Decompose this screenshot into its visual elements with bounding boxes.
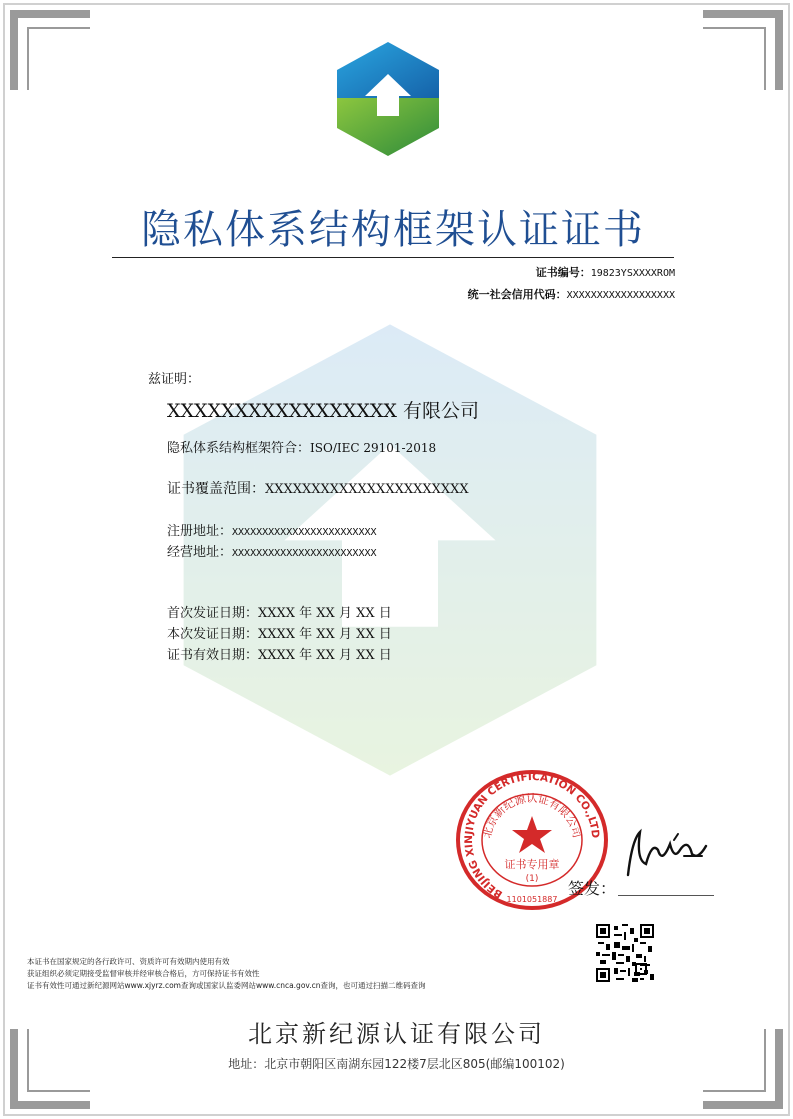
first-issue-date-label: 首次发证日期： [167,606,259,621]
seal-inner-text: 北京新纪源认证有限公司 [480,791,584,840]
credit-code [468,286,675,302]
signature-mark [618,820,718,880]
registered-address-label: 注册地址： [167,524,233,539]
company-name-suffix: 有限公司 [403,400,480,422]
standard-line [167,437,436,456]
valid-until-date-value: XXXX 年 XX 月 XX 日 [258,648,392,663]
registered-address-value: XXXXXXXXXXXXXXXXXXXXXXXX [232,527,377,538]
note-line: 获证组织必须定期接受监督审核并经审核合格后，方可保持证书有效性 [27,969,260,978]
first-issue-date-value: XXXX 年 XX 月 XX 日 [258,606,392,621]
seal-outer-text: BEIJING XINJIYUAN CERTIFICATION CO.,LTD [463,770,602,901]
certificate-number [536,264,675,280]
seal-star-icon [512,816,552,853]
company-name-value: XXXXXXXXXXXXXXXXX [167,400,397,422]
business-address-line [167,541,377,560]
standard-value: ISO/IEC 29101-2018 [310,441,437,455]
certificate-number-value: 19823YSXXXXROM [590,268,675,279]
certificate-title: 隐私体系结构框架认证证书 [141,207,645,253]
current-issue-date [167,623,392,642]
company-name [167,396,479,423]
title-divider [112,257,674,258]
scope-value: XXXXXXXXXXXXXXXXXXXXXX [265,482,469,497]
note-line: 证书有效性可通过新纪源网站www.xjyrz.com查询或国家认监委网站www.cnca.gov.cn查询，也可通过扫描二维码查询 [27,981,426,990]
valid-until-date [167,644,392,663]
scope-label: 证书覆盖范围： [167,481,265,497]
current-issue-date-value: XXXX 年 XX 月 XX 日 [258,627,392,642]
sign-label: 签发： [568,879,617,898]
scope-line [167,478,469,498]
signature-line [618,895,714,896]
qr-code-icon[interactable] [596,924,654,982]
seal-number: (1) [525,874,539,884]
credit-code-label: 统一社会信用代码： [467,288,567,301]
issuer-address: 地址：北京市朝阳区南湖东园122楼7层北区805(邮编100102) [228,1057,565,1071]
seal-serial: 1101051887 [506,895,558,904]
first-issue-date [167,602,392,621]
seal-purpose: 证书专用章 [504,858,560,871]
business-address-label: 经营地址： [167,545,233,560]
current-issue-date-label: 本次发证日期： [167,627,259,642]
standard-label: 隐私体系结构框架符合： [167,441,311,456]
valid-until-date-label: 证书有效日期： [167,648,259,663]
company-logo-icon [333,40,443,158]
business-address-value: XXXXXXXXXXXXXXXXXXXXXXXX [232,548,377,559]
credit-code-value: XXXXXXXXXXXXXXXXXX [566,290,675,301]
certificate-notes [27,956,426,992]
hereby-certify: 兹证明： [148,372,201,387]
note-line: 本证书在国家规定的各行政许可、资质许可有效期内使用有效 [27,957,230,966]
issuer-name: 北京新纪源认证有限公司 [248,1020,545,1048]
certificate-number-label: 证书编号： [535,266,591,279]
registered-address-line [167,520,377,539]
